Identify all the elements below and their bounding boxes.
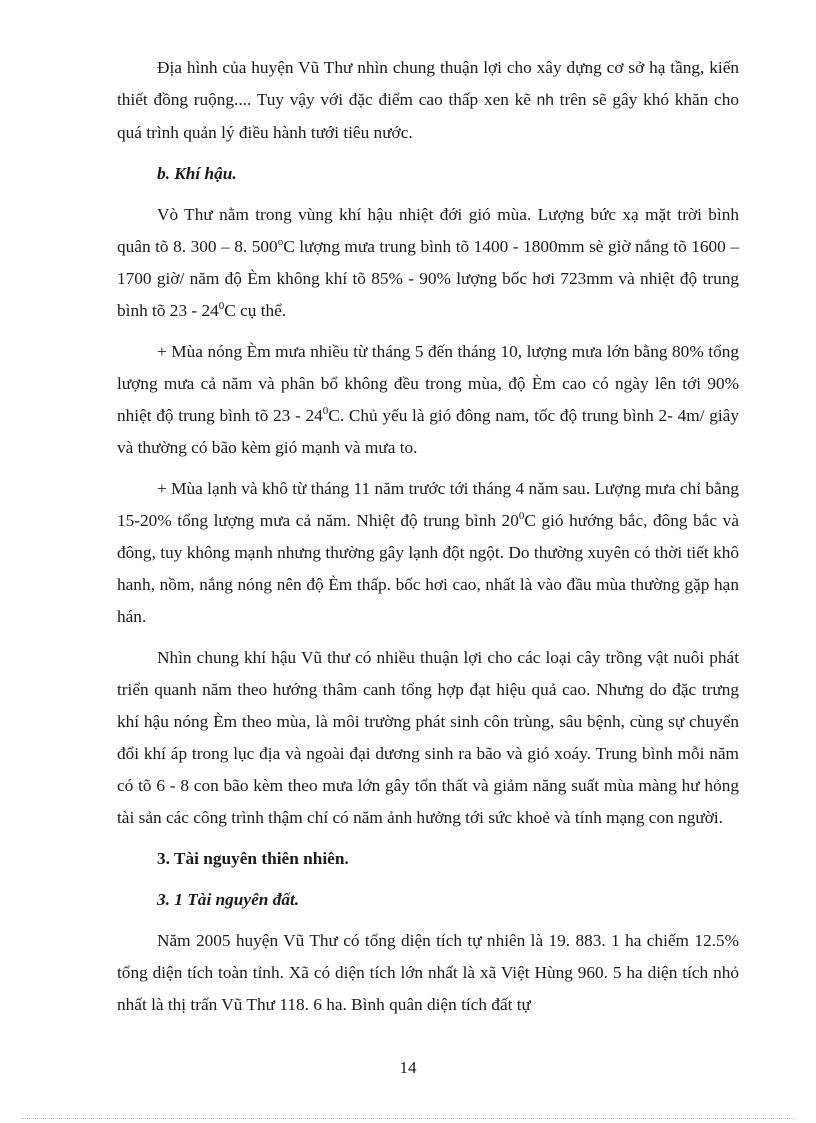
page-bottom-divider (22, 1118, 794, 1119)
superscript: 0 (218, 300, 225, 313)
text-run: trên sẽ gây khó khăn cho quá trình quản lý điều hành tưới tiêu nước. (117, 90, 740, 142)
heading-land-resources: 3. 1 Tài nguyên đất. (157, 890, 300, 909)
text-run: C cụ thể. (224, 301, 287, 320)
text-run: C. Chủ yếu là gió đông nam, tốc độ trung bình 2- 4m/ giây và thường có bão kèm gió mạnh và mưa to. (117, 406, 739, 457)
text-run: + Mùa nóng Èm mưa nhiều từ tháng 5 đến tháng 10, lượng mưa lớn bằng 80% tổng lượng mưa cả năm và phân bổ không đều trong mùa, độ Èm cao có ngày lên tới 90% nhiệt độ trung bình tõ 23 - 24 (117, 342, 739, 425)
text-run: Địa hình của huyện Vũ Thư nhìn chung thuận lợi cho xây dựng cơ sở hạ tầng, kiến thiết đồng ruộng.... Tuy vậy với đặc điểm cao thấp xen kẽ (117, 58, 739, 109)
paragraph-cold-season (117, 473, 739, 633)
superscript: 0 (322, 405, 329, 418)
paragraph-hot-season (117, 336, 739, 464)
text-run: C gió hướng bắc, đông bắc và đông, tuy không mạnh nhưng thường gây lạnh đột ngột. Do thường xuyên có thời tiết khô hanh, nồm, nắng nóng nên độ Èm thấp. bốc hơi cao, nhất là vào đầu mùa thường gặp hạn hán. (117, 511, 739, 626)
paragraph-climate-summary: Nhìn chung khí hậu Vũ thư có nhiều thuận lợi cho các loại cây trồng vật nuôi phát triển quanh năm theo hướng thâm canh tổng hợp đạt hiệu quả cao. Nhưng do đặc trưng khí hậu nóng Èm theo mùa, là môi trường phát sinh côn trùng, sâu bệnh, cùng sự chuyển đổi khí áp trong lục địa và ngoài đại dương sinh ra bão và gió xoáy. Trung bình mỗi năm có tõ 6 - 8 con bão kèm theo mưa lớn gây tổn thất và giảm năng suất mùa màng hư hỏng tài sản các công trình thậm chí có năm ảnh hưởng tới sức khoẻ và tính mạng con người. (117, 648, 739, 827)
heading-climate: b. Khí hậu. (157, 164, 237, 183)
page-number: 14 (399, 1058, 417, 1077)
paragraph-climate-overview (117, 199, 739, 327)
text-run: + Mùa lạnh và khô từ tháng 11 năm trước tới tháng 4 năm sau. Lượng mưa chỉ bằng 15-20% tổng lượng mưa cả năm. Nhiệt độ trung bình 20 (117, 479, 739, 530)
text-run: Vò Thư nằm trong vùng khí hậu nhiệt đới gió mùa. Lượng bức xạ mặt trời bình quân tõ 8. 300 – 8. 500 (117, 205, 739, 256)
paragraph-land-area: Năm 2005 huyện Vũ Thư có tổng diện tích tự nhiên là 19. 883. 1 ha chiếm 12.5% tổng diện tích toàn tỉnh. Xã có diện tích lớn nhất là xã Việt Hùng 960. 5 ha diện tích nhỏ nhất là thị trấn Vũ Thư 118. 6 ha. Bình quân diện tích đất tự (117, 931, 739, 1014)
superscript: o (277, 236, 284, 249)
paragraph-terrain (117, 52, 739, 149)
heading-natural-resources: 3. Tài nguyên thiên nhiên. (157, 849, 349, 868)
text-run: C lượng mưa trung bình tõ 1400 - 1800mm sè giờ nắng tõ 1600 – 1700 giờ/ năm độ Èm không khí tõ 85% - 90% lượng bốc hơi 723mm và nhiệt độ trung bình tõ 23 - 24 (117, 237, 739, 320)
text-run: nh (536, 92, 554, 109)
superscript: 0 (518, 510, 525, 523)
page-body (117, 52, 739, 1030)
